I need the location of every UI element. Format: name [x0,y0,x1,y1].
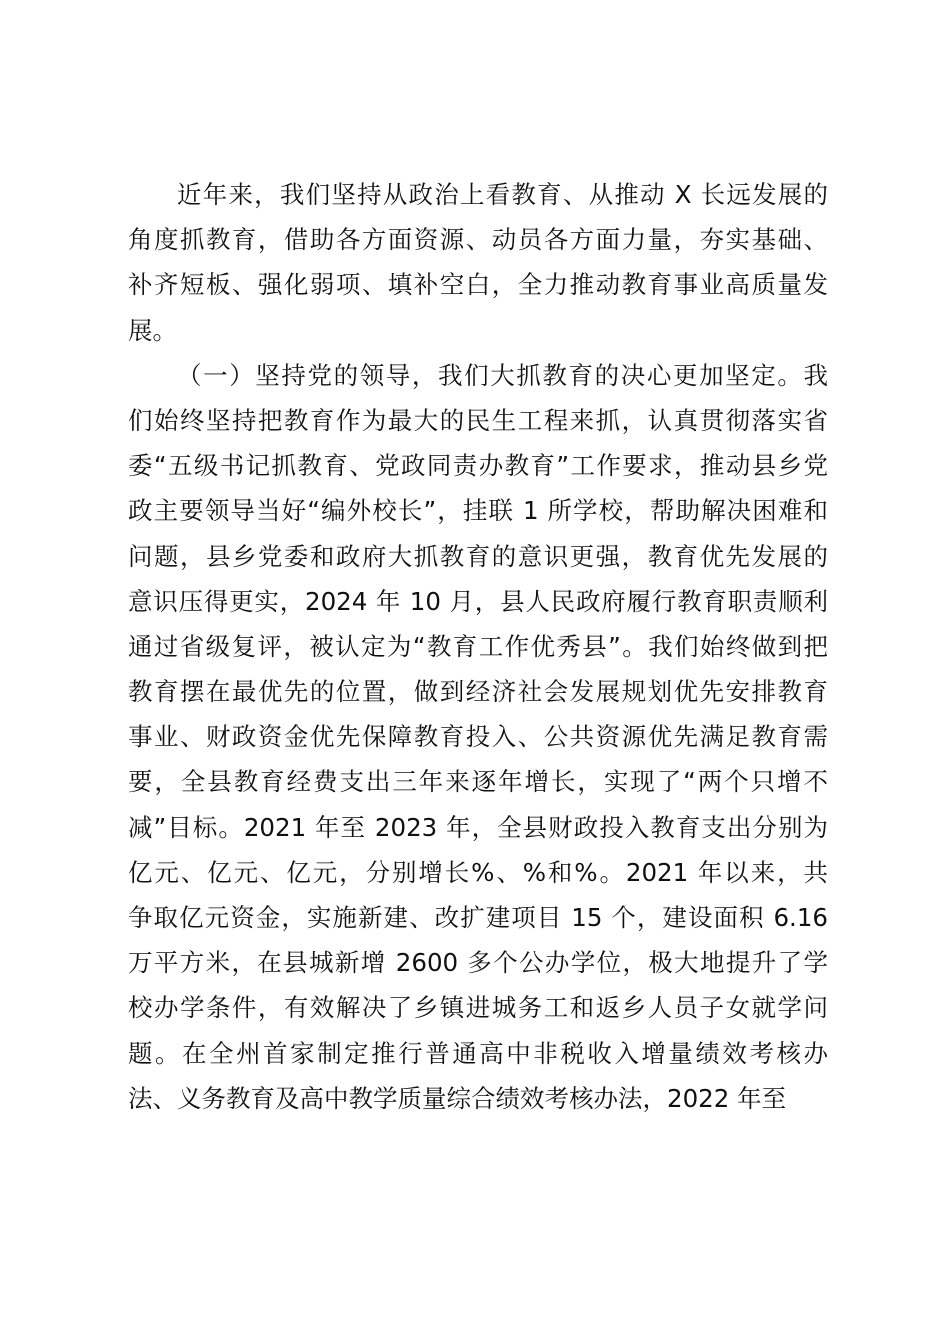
text-line: 们始终坚持把教育作为最大的民生工程来抓，认真贯彻落实省 [128,405,828,435]
text-line: 校办学条件，有效解决了乡镇进城务工和返乡人员子女就学问 [128,993,828,1023]
text-line: 委“五级书记抓教育、党政同责办教育”工作要求，推动县乡党 [128,451,828,481]
text-line: 争取亿元资金，实施新建、改扩建项目 15 个，建设面积 6.16 [128,903,828,932]
text-line: （一）坚持党的领导，我们大抓教育的决心更加坚定。我 [177,360,828,390]
text-line: 要，全县教育经费支出三年来逐年增长，实现了“两个只增不 [128,767,828,797]
text-line: 意识压得更实，2024 年 10 月，县人民政府履行教育职责顺利 [128,586,828,616]
text-line: 政主要领导当好“编外校长”，挂联 1 所学校，帮助解决困难和 [128,496,828,526]
text-line: 通过省级复评，被认定为“教育工作优秀县”。我们始终做到把 [128,631,828,661]
text-line: 万平方米，在县城新增 2600 多个公办学位，极大地提升了学 [128,948,828,978]
text-line: 问题，县乡党委和政府大抓教育的意识更强，教育优先发展的 [128,541,828,571]
paragraph-intro [128,172,828,353]
text-line: 减”目标。2021 年至 2023 年，全县财政投入教育支出分别为 [128,812,828,842]
text-line: 法、义务教育及高中教学质量综合绩效考核办法，2022 年至 [128,1083,787,1113]
text-line: 补齐短板、强化弱项、填补空白，全力推动教育事业高质量发 [128,270,828,300]
text-line: 近年来，我们坚持从政治上看教育、从推动 X 长远发展的 [177,180,828,209]
text-line: 展。 [128,315,177,345]
text-line: 事业、财政资金优先保障教育投入、公共资源优先满足教育需 [128,722,828,752]
text-line: 亿元、亿元、亿元，分别增长%、%和%。2021 年以来，共 [128,857,828,887]
text-line: 角度抓教育，借助各方面资源、动员各方面力量，夯实基础、 [128,225,828,255]
text-line: 题。在全州首家制定推行普通高中非税收入增量绩效考核办 [128,1038,828,1068]
text-line: 教育摆在最优先的位置，做到经济社会发展规划优先安排教育 [128,677,828,707]
paragraph-party-leadership [128,353,828,1121]
body-text [128,172,828,1121]
